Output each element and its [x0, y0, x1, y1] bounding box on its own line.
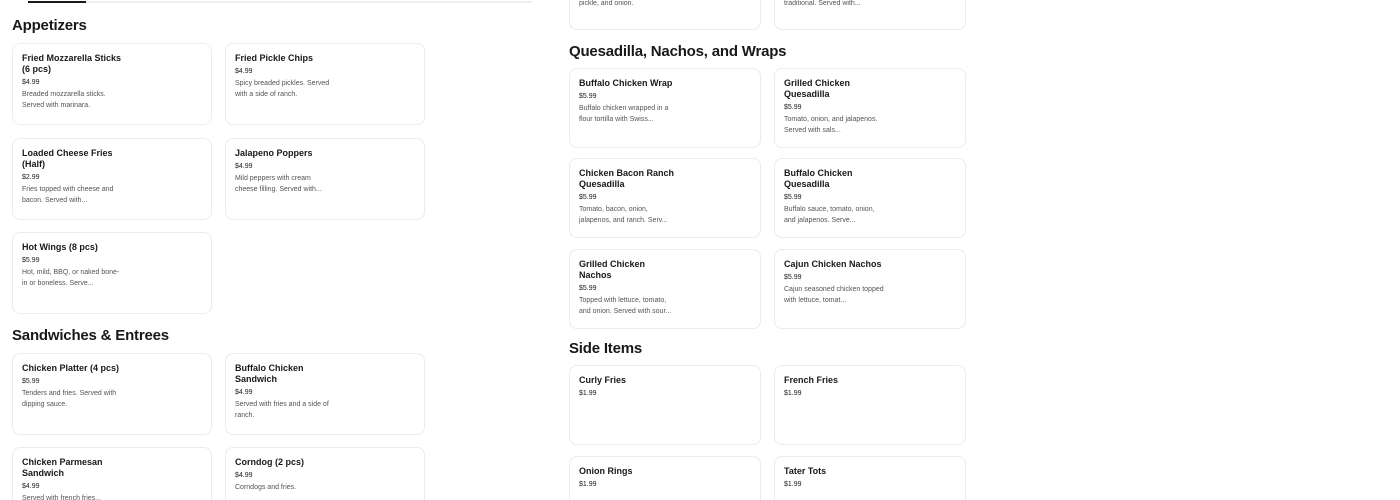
- menu-item-card[interactable]: [12, 232, 212, 314]
- item-description: Buffalo chicken wrapped in a flour tortilla with Swiss...: [579, 105, 669, 123]
- menu-item-card[interactable]: [774, 456, 966, 500]
- item-name: French Fries: [784, 375, 839, 385]
- item-price: $2.99: [22, 174, 40, 181]
- item-price: $4.99: [22, 483, 40, 490]
- item-description: Fries topped with cheese and bacon. Served with...: [22, 186, 114, 204]
- item-price: $5.99: [784, 274, 802, 281]
- item-name: Fried Mozzarella Sticks (6 pcs): [22, 53, 122, 74]
- item-price: $5.99: [784, 104, 802, 111]
- category-scroll-track[interactable]: [28, 1, 532, 3]
- item-price: $5.99: [579, 194, 597, 201]
- item-price: $4.99: [235, 389, 253, 396]
- item-name: Chicken Bacon Ranch Quesadilla: [579, 168, 675, 189]
- item-description: Topped with lettuce, tomato, and onion. Served with sour...: [579, 297, 672, 315]
- menu-item-card[interactable]: [774, 365, 966, 445]
- item-name: Buffalo Chicken Sandwich: [235, 363, 304, 384]
- item-price: $5.99: [22, 257, 40, 264]
- item-name: Grilled Chicken Quesadilla: [784, 78, 851, 99]
- item-name: Loaded Cheese Fries (Half): [22, 148, 113, 169]
- menu-item-card[interactable]: [569, 68, 761, 148]
- item-price: $4.99: [22, 79, 40, 86]
- item-name: Chicken Platter (4 pcs): [22, 363, 120, 373]
- menu-item-card-partial[interactable]: [774, 0, 966, 30]
- menu-item-card[interactable]: [225, 353, 425, 435]
- menu-item-card[interactable]: [12, 138, 212, 220]
- menu-item-card[interactable]: [774, 158, 966, 238]
- section-title-sandwiches-entrees: Sandwiches & Entrees: [12, 327, 169, 344]
- item-name: Grilled Chicken Nachos: [579, 259, 646, 280]
- item-description: Tomato, bacon, onion, jalapenos, and ranch. Serv...: [579, 206, 668, 224]
- item-description: traditional. Served with...: [784, 0, 861, 7]
- category-scroll-thumb[interactable]: [28, 1, 86, 3]
- item-price: $5.99: [784, 194, 802, 201]
- item-name: Curly Fries: [579, 375, 627, 385]
- menu-item-card[interactable]: [225, 447, 425, 500]
- menu-item-card[interactable]: [569, 249, 761, 329]
- menu-item-card[interactable]: [12, 353, 212, 435]
- menu-item-card[interactable]: [774, 68, 966, 148]
- item-description: Cajun seasoned chicken topped with lettuce, tomat...: [784, 286, 884, 304]
- item-description: Hot, mild, BBQ, or naked bone-in or boneless. Serve...: [22, 269, 120, 287]
- item-name: Chicken Parmesan Sandwich: [22, 457, 103, 478]
- section-title-quesadilla-nachos-wraps: Quesadilla, Nachos, and Wraps: [569, 43, 787, 60]
- item-name: Corndog (2 pcs): [235, 457, 304, 467]
- item-price: $1.99: [784, 481, 802, 488]
- item-price: $4.99: [235, 472, 253, 479]
- item-description: Tomato, onion, and jalapenos. Served with sals...: [784, 116, 878, 134]
- item-name: Fried Pickle Chips: [235, 53, 314, 63]
- item-description: Served with fries and a side of ranch.: [235, 401, 329, 419]
- item-price: $4.99: [235, 68, 253, 75]
- item-price: $1.99: [579, 390, 597, 397]
- menu-item-card[interactable]: [225, 43, 425, 125]
- item-name: Cajun Chicken Nachos: [784, 259, 882, 269]
- menu-item-card[interactable]: [225, 138, 425, 220]
- item-price: $5.99: [579, 285, 597, 292]
- item-description: Tenders and fries. Served with dipping sauce.: [22, 390, 117, 408]
- section-title-appetizers: Appetizers: [12, 17, 87, 34]
- item-price: $1.99: [784, 390, 802, 397]
- item-description: Buffalo sauce, tomato, onion, and jalapenos. Serve...: [784, 206, 875, 224]
- item-description: Served with french fries...: [22, 495, 101, 500]
- item-price: $5.99: [22, 378, 40, 385]
- section-title-side-items: Side Items: [569, 340, 643, 357]
- menu-item-card[interactable]: [569, 365, 761, 445]
- item-name: Onion Rings: [579, 466, 633, 476]
- item-name: Buffalo Chicken Wrap: [579, 78, 673, 88]
- menu-item-card[interactable]: [569, 456, 761, 500]
- item-price: $5.99: [579, 93, 597, 100]
- item-description: Corndogs and fries.: [235, 484, 297, 491]
- item-description: Mild peppers with cream cheese filling. Served with...: [235, 175, 322, 193]
- item-description: Breaded mozzarella sticks. Served with marinara.: [22, 91, 106, 109]
- menu-item-card[interactable]: [12, 43, 212, 125]
- menu-item-card[interactable]: [774, 249, 966, 329]
- item-name: Tater Tots: [784, 466, 827, 476]
- menu-item-card[interactable]: [569, 158, 761, 238]
- menu-item-card[interactable]: [12, 447, 212, 500]
- item-description: Spicy breaded pickles. Served with a side of ranch.: [235, 80, 330, 98]
- item-name: Hot Wings (8 pcs): [22, 242, 98, 252]
- item-price: $1.99: [579, 481, 597, 488]
- item-price: $4.99: [235, 163, 253, 170]
- item-name: Buffalo Chicken Quesadilla: [784, 168, 853, 189]
- menu-item-card-partial[interactable]: [569, 0, 761, 30]
- item-name: Jalapeno Poppers: [235, 148, 313, 158]
- item-description: pickle, and onion.: [579, 0, 634, 7]
